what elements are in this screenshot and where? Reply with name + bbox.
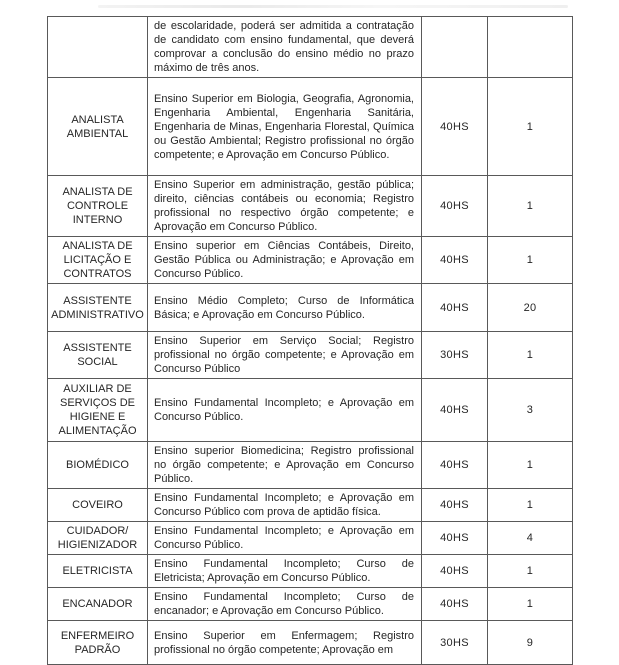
- table-row: [48, 176, 573, 237]
- requirements-cell: Ensino Fundamental Incompleto; Curso de Eletricista; Aprovação em Concurso Público.: [148, 555, 422, 588]
- vacancy-table-body: [48, 17, 573, 665]
- job-title-cell: ENFERMEIRO PADRÃO: [48, 621, 148, 665]
- job-title-cell: [48, 17, 148, 78]
- requirements-cell: Ensino Superior em Enfermagem; Registro profissional no órgão competente; Aprovação em: [148, 621, 422, 665]
- job-title-cell: ASSISTENTE ADMINISTRATIVO: [48, 284, 148, 332]
- requirements-cell: Ensino superior Biomedicina; Registro profissional no órgão competente; e Aprovação em Concurso Público.: [148, 442, 422, 489]
- workload-cell: 40HS: [422, 379, 488, 442]
- vacancies-cell: 1: [488, 237, 573, 284]
- table-row: [48, 522, 573, 555]
- table-row: [48, 621, 573, 665]
- workload-cell: 40HS: [422, 588, 488, 621]
- vacancies-cell: 20: [488, 284, 573, 332]
- scan-artifact: [98, 5, 568, 8]
- vacancies-cell: 4: [488, 522, 573, 555]
- job-title-cell: COVEIRO: [48, 489, 148, 522]
- table-row: [48, 588, 573, 621]
- workload-cell: 40HS: [422, 78, 488, 176]
- workload-cell: 40HS: [422, 555, 488, 588]
- requirements-cell: Ensino superior em Ciências Contábeis, Direito, Gestão Pública ou Administração; e Aprovação em Concurso Público.: [148, 237, 422, 284]
- vacancies-cell: 1: [488, 588, 573, 621]
- vacancies-cell: 1: [488, 332, 573, 379]
- job-title-cell: ANALISTA AMBIENTAL: [48, 78, 148, 176]
- table-row: [48, 332, 573, 379]
- job-title-cell: CUIDADOR/ HIGIENIZADOR: [48, 522, 148, 555]
- workload-cell: 30HS: [422, 621, 488, 665]
- requirements-cell: Ensino Superior em Serviço Social; Registro profissional no órgão competente; e Aprovação em Concurso Público: [148, 332, 422, 379]
- vacancies-cell: 1: [488, 78, 573, 176]
- table-row: [48, 489, 573, 522]
- requirements-cell: Ensino Fundamental Incompleto; e Aprovação em Concurso Público.: [148, 379, 422, 442]
- vacancies-cell: 1: [488, 442, 573, 489]
- vacancies-cell: 1: [488, 555, 573, 588]
- vacancies-cell: 3: [488, 379, 573, 442]
- workload-cell: 40HS: [422, 522, 488, 555]
- job-title-cell: ANALISTA DE LICITAÇÃO E CONTRATOS: [48, 237, 148, 284]
- table-row: [48, 379, 573, 442]
- vacancies-cell: 9: [488, 621, 573, 665]
- requirements-cell: de escolaridade, poderá ser admitida a contratação de candidato com ensino fundamental, que deverá comprovar a conclusão do ensino médio no prazo máximo de três anos.: [148, 17, 422, 78]
- requirements-cell: Ensino Superior em administração, gestão pública; direito, ciências contábeis ou economia; Registro profissional no respectivo órgão competente; e Aprovação em Concurso Público.: [148, 176, 422, 237]
- vacancies-cell: [488, 17, 573, 78]
- workload-cell: 40HS: [422, 489, 488, 522]
- job-title-cell: ENCANADOR: [48, 588, 148, 621]
- table-row: [48, 284, 573, 332]
- workload-cell: 40HS: [422, 176, 488, 237]
- table-row: [48, 555, 573, 588]
- vacancies-cell: 1: [488, 489, 573, 522]
- vacancies-cell: 1: [488, 176, 573, 237]
- workload-cell: 30HS: [422, 332, 488, 379]
- requirements-cell: Ensino Superior em Biologia, Geografia, Agronomia, Engenharia Ambiental, Engenharia Sanitária, Engenharia de Minas, Engenharia Florestal, Química ou Gestão Ambiental; Registro profissional no órgão competente; e Aprovação em Concurso Público.: [148, 78, 422, 176]
- job-title-cell: BIOMÉDICO: [48, 442, 148, 489]
- table-row: [48, 17, 573, 78]
- workload-cell: 40HS: [422, 442, 488, 489]
- workload-cell: 40HS: [422, 237, 488, 284]
- requirements-cell: Ensino Fundamental Incompleto; e Aprovação em Concurso Público com prova de aptidão física.: [148, 489, 422, 522]
- job-title-cell: ASSISTENTE SOCIAL: [48, 332, 148, 379]
- job-title-cell: ELETRICISTA: [48, 555, 148, 588]
- requirements-cell: Ensino Fundamental Incompleto; Curso de encanador; e Aprovação em Concurso Público.: [148, 588, 422, 621]
- requirements-cell: Ensino Fundamental Incompleto; e Aprovação em Concurso Público.: [148, 522, 422, 555]
- vacancy-table: [47, 16, 573, 665]
- workload-cell: [422, 17, 488, 78]
- workload-cell: 40HS: [422, 284, 488, 332]
- job-title-cell: AUXILIAR DE SERVIÇOS DE HIGIENE E ALIMENTAÇÃO: [48, 379, 148, 442]
- requirements-cell: Ensino Médio Completo; Curso de Informática Básica; e Aprovação em Concurso Público.: [148, 284, 422, 332]
- job-title-cell: ANALISTA DE CONTROLE INTERNO: [48, 176, 148, 237]
- table-row: [48, 78, 573, 176]
- table-row: [48, 442, 573, 489]
- table-row: [48, 237, 573, 284]
